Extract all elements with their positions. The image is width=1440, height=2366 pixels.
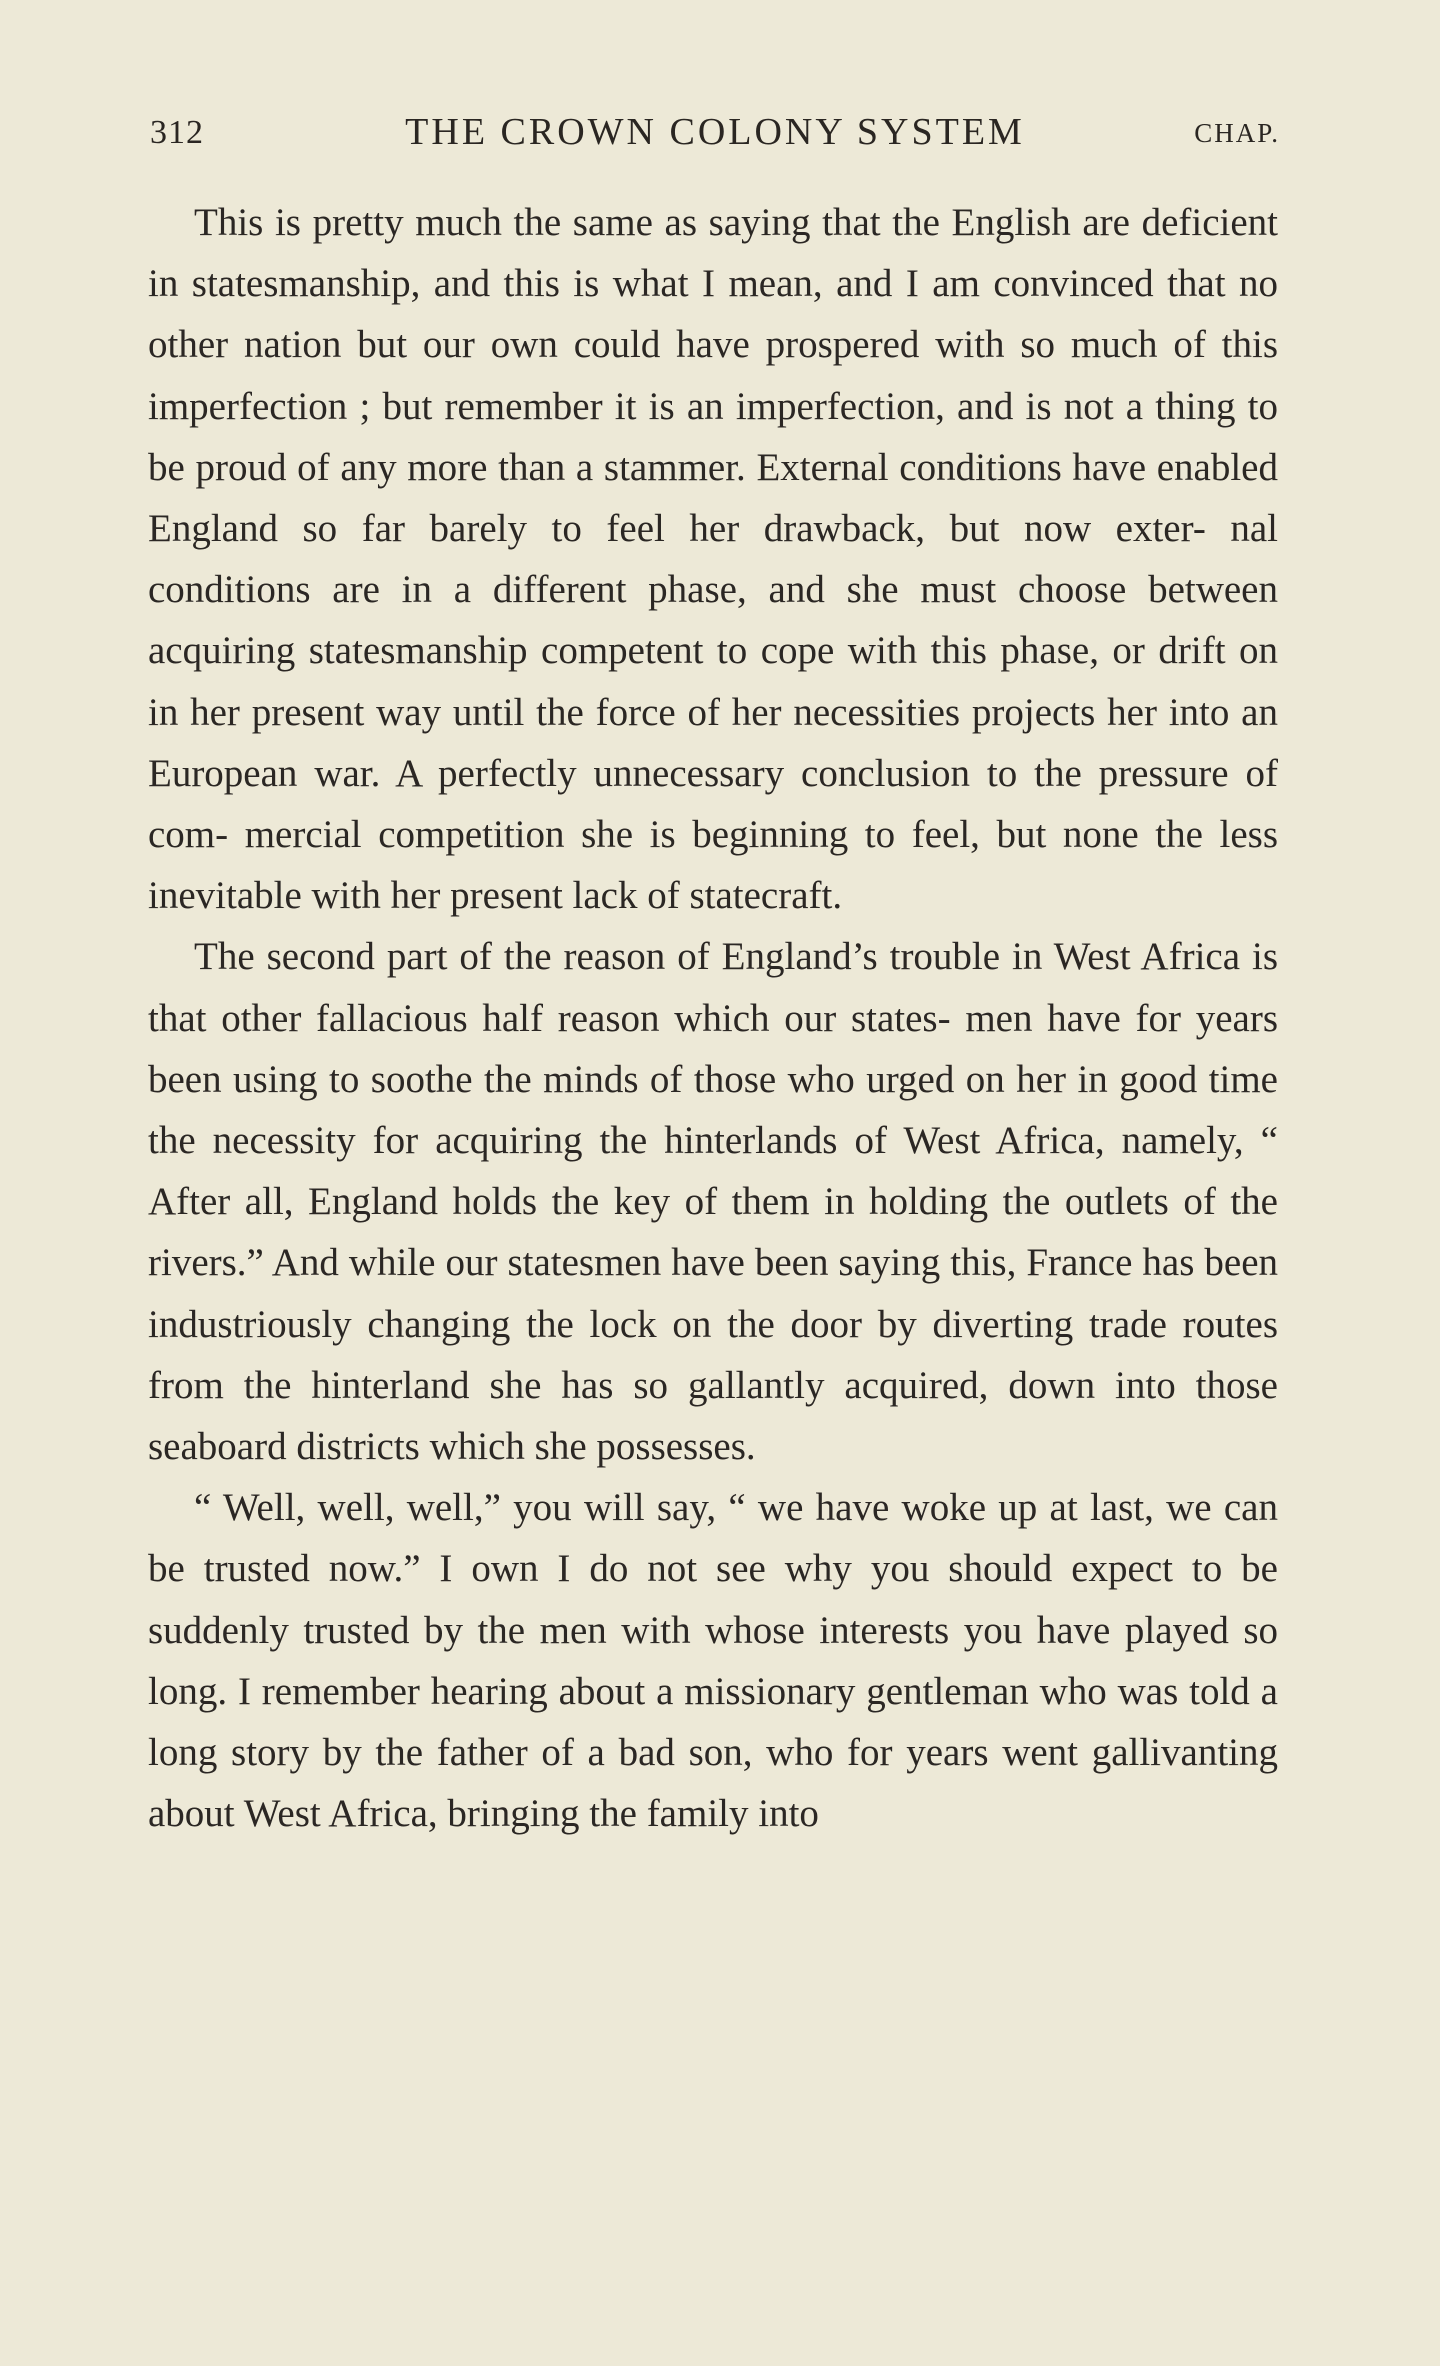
page-number: 312 [150, 114, 204, 151]
chapter-mark: CHAP. [1194, 118, 1280, 148]
body-text [148, 192, 1278, 1844]
running-head [150, 110, 1280, 170]
paragraph-2: The second part of the reason of England’s trouble in West Africa is that other fallacious half reason which our states- men have for years been using to soothe the minds of those who urged on her in good time the necessity for acquiring the hinterlands of West Africa, namely, “ After all, England holds the key of them in holding the outlets of the rivers.” And while our statesmen have been saying this, France has been industriously changing the lock on the door by diverting trade routes from the hinterland she has so gallantly acquired, down into those seaboard districts which she possesses. [148, 935, 1278, 1469]
running-title: THE CROWN COLONY SYSTEM [405, 111, 1025, 153]
paragraph-3: “ Well, well, well,” you will say, “ we have woke up at last, we can be trusted now.” I own I do not see why you should expect to be suddenly trusted by the men with whose interests you have played so long. I remember hearing about a missionary gentleman who was told a long story by the father of a bad son, who for years went gallivanting about West Africa, bringing the family into [148, 1486, 1278, 1836]
paragraph-1: This is pretty much the same as saying that the English are deficient in statesmanship, and this is what I mean, and I am convinced that no other nation but our own could have prospered with so much of this imperfection ; but remember it is an imperfection, and is not a thing to be proud of any more than a stammer. External conditions have enabled England so far barely to feel her drawback, but now exter- nal conditions are in a different phase, and she must choose between acquiring statesmanship competent to cope with this phase, or drift on in her present way until the force of her necessities projects her into an European war. A perfectly unnecessary conclusion to the pressure of com- mercial competition she is beginning to feel, but none the less inevitable with her present lack of statecraft. [148, 201, 1278, 918]
